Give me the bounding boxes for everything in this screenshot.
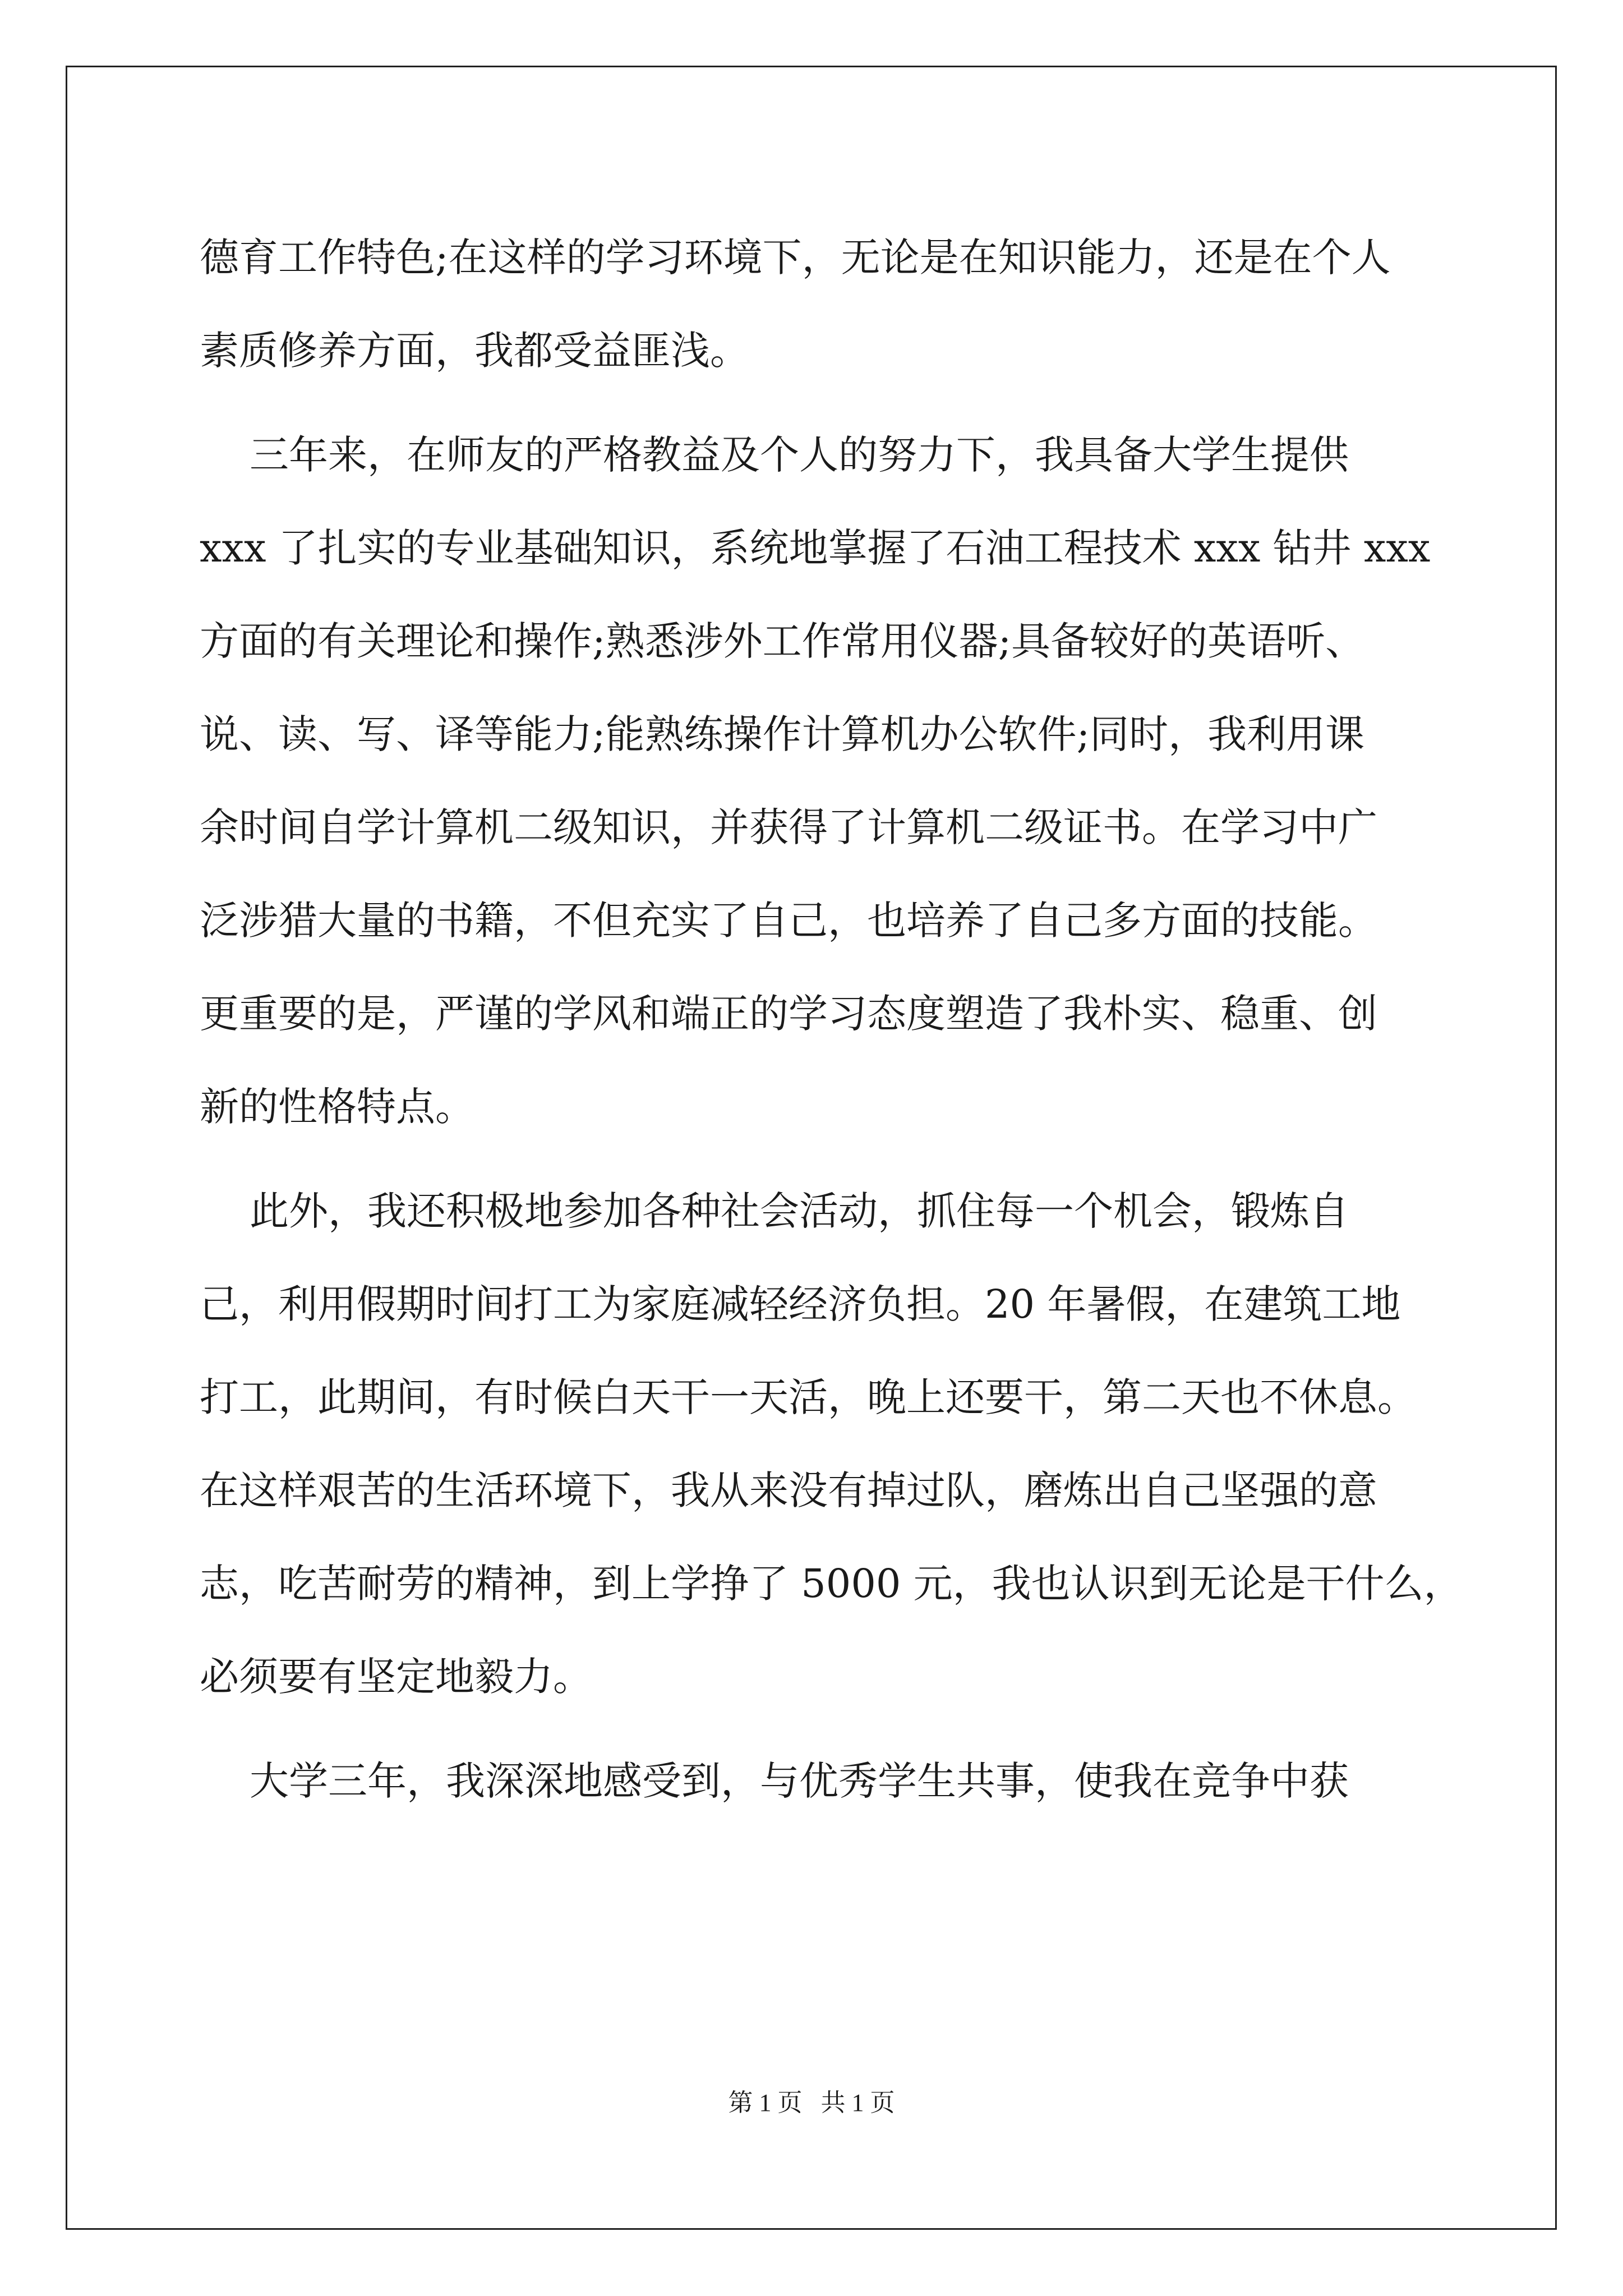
text-line: 新的性格特点。 (200, 1084, 474, 1130)
text-line: 三年来，在师友的严格教益及个人的努力下，我具备大学生提供 (200, 432, 1349, 478)
document-body (200, 211, 1463, 1828)
page-footer (0, 2082, 1623, 2118)
text-line: 打工，此期间，有时候白天干一天活，晚上还要干，第二天也不休息。 (200, 1374, 1417, 1420)
text-line: xxx 了扎实的专业基础知识，系统地掌握了石油工程技术 xxx 钻井 xxx (200, 525, 1431, 571)
text-line: 必须要有坚定地毅力。 (200, 1654, 592, 1700)
text-line: 己，利用假期时间打工为家庭减轻经济负担。20 年暑假，在建筑工地 (200, 1281, 1401, 1327)
text-line: 在这样艰苦的生活环境下，我从来没有掉过队，磨炼出自己坚强的意 (200, 1467, 1377, 1513)
text-line: 方面的有关理论和操作;熟悉涉外工作常用仪器;具备较好的英语听、 (200, 618, 1365, 664)
text-line: 此外，我还积极地参加各种社会活动，抓住每一个机会，锻炼自 (200, 1188, 1349, 1234)
text-line: 素质修养方面，我都受益匪浅。 (200, 328, 749, 374)
text-line: 说、读、写、译等能力;能熟练操作计算机办公软件;同时，我利用课 (200, 711, 1365, 757)
text-line: 泛涉猎大量的书籍，不但充实了自己，也培养了自己多方面的技能。 (200, 898, 1377, 944)
text-line: 志，吃苦耐劳的精神，到上学挣了 5000 元，我也认识到无论是干什么， (200, 1561, 1463, 1607)
page-total: 共 1 页 (820, 2089, 895, 2116)
text-line: 大学三年，我深深地感受到，与优秀学生共事，使我在竞争中获 (200, 1758, 1349, 1804)
text-line: 更重要的是，严谨的学风和端正的学习态度塑造了我朴实、稳重、创 (200, 991, 1377, 1037)
text-line: 余时间自学计算机二级知识，并获得了计算机二级证书。在学习中广 (200, 804, 1377, 850)
page-number: 第 1 页 (728, 2089, 803, 2116)
text-line: 德育工作特色;在这样的学习环境下，无论是在知识能力，还是在个人 (200, 234, 1391, 280)
